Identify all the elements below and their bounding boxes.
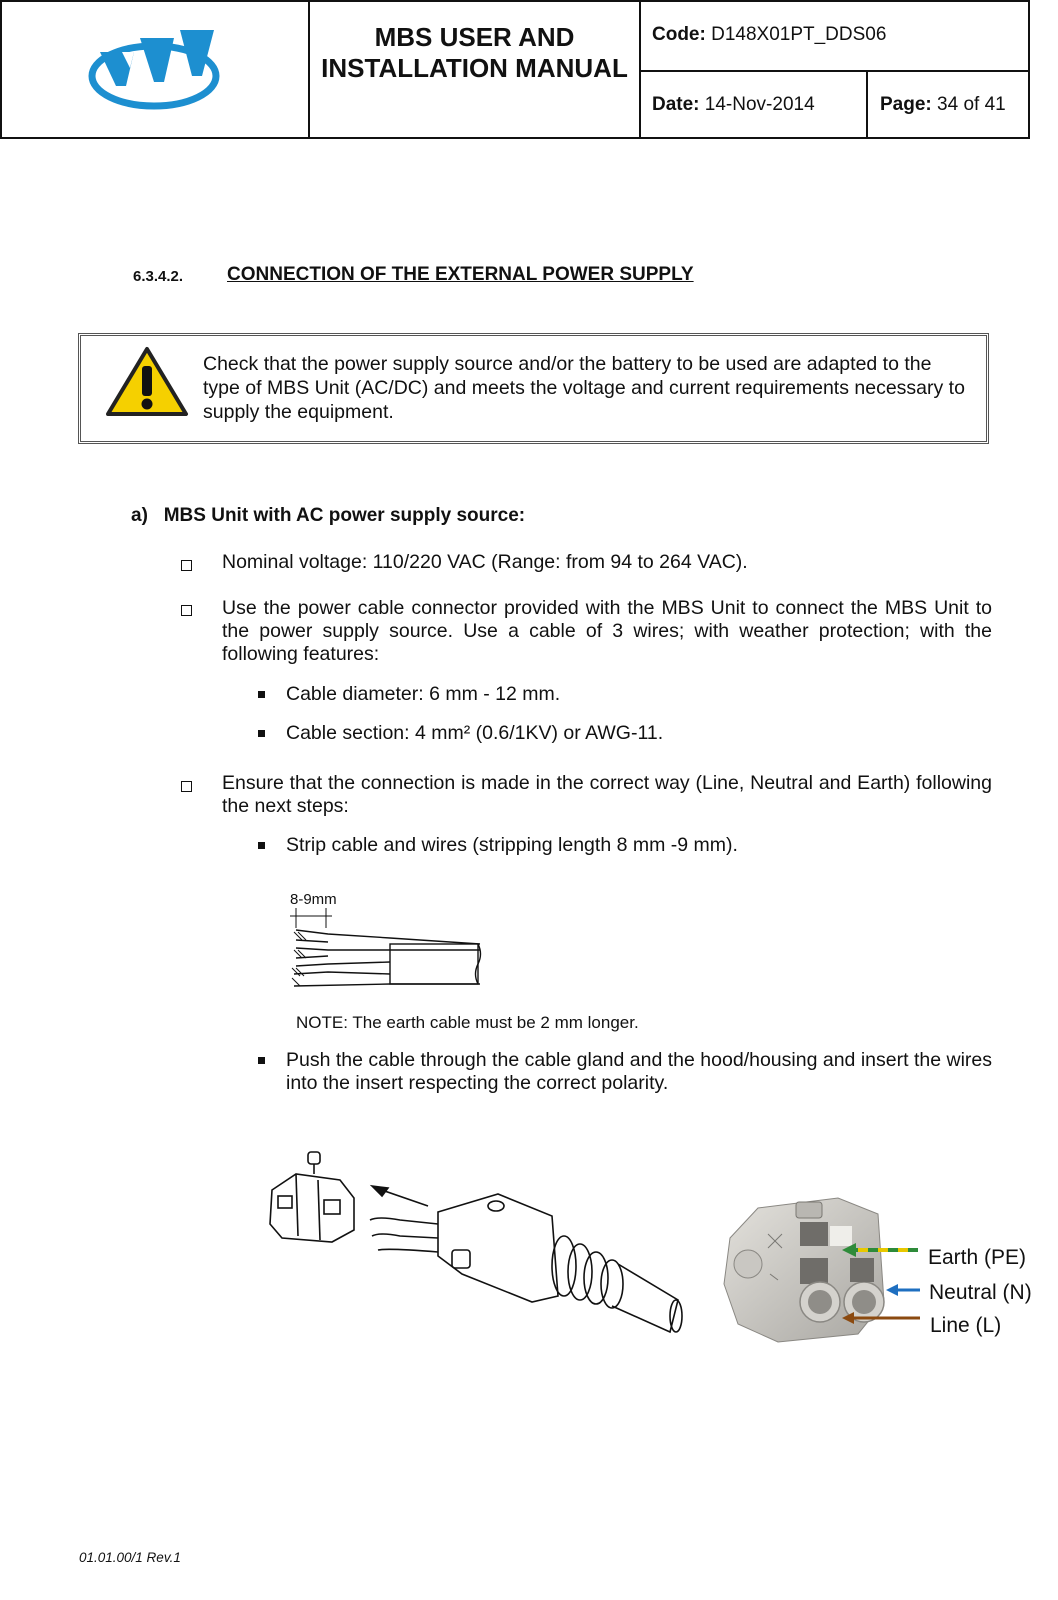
- document-header: [0, 0, 1030, 139]
- list-item-nominal-voltage: Nominal voltage: 110/220 VAC (Range: from 94 to 264 VAC).: [222, 551, 748, 573]
- square-bullet-icon: [258, 842, 265, 849]
- doc-code: Code: D148X01PT_DDS06: [652, 24, 887, 45]
- square-bullet-icon: [258, 1057, 265, 1064]
- list-item-cable-diameter: Cable diameter: 6 mm - 12 mm.: [286, 683, 561, 705]
- manual-title: MBS USER AND INSTALLATION MANUAL: [321, 22, 628, 83]
- label-line: Line (L): [930, 1314, 1002, 1337]
- warning-icon: [105, 346, 189, 418]
- list-item-power-cable: Use the power cable connector provided with the MBS Unit to connect the MBS Unit to the power supply source. Use a cable of 3 wires; with weather protection; with the following features:: [222, 597, 992, 665]
- doc-date: Date: 14-Nov-2014: [652, 94, 815, 115]
- label-neutral: Neutral (N): [929, 1281, 1032, 1304]
- list-item-ensure-connection: Ensure that the connection is made in the correct way (Line, Neutral and Earth) following the next steps:: [222, 772, 992, 817]
- warning-box: [78, 333, 989, 444]
- checkbox-bullet-icon: [181, 781, 192, 792]
- warning-text: Check that the power supply source and/or the battery to be used are adapted to the type of MBS Unit (AC/DC) and meets the voltage and current requirements necessary to supply the equipment.: [203, 353, 965, 423]
- square-bullet-icon: [258, 730, 265, 737]
- checkbox-bullet-icon: [181, 605, 192, 616]
- square-bullet-icon: [258, 691, 265, 698]
- strip-length-label: 8-9mm: [290, 891, 337, 908]
- checkbox-bullet-icon: [181, 560, 192, 571]
- list-item-strip-cable: Strip cable and wires (stripping length 8 mm -9 mm).: [286, 834, 738, 856]
- subsection-heading: a) MBS Unit with AC power supply source:: [131, 505, 526, 526]
- list-item-push-cable: Push the cable through the cable gland and the hood/housing and insert the wires into the insert respecting the correct polarity.: [286, 1049, 992, 1094]
- doc-page: Page: 34 of 41: [880, 94, 1006, 115]
- label-earth: Earth (PE): [928, 1246, 1027, 1269]
- footer-revision: 01.01.00/1 Rev.1: [79, 1550, 181, 1565]
- list-item-cable-section: Cable section: 4 mm² (0.6/1KV) or AWG-11.: [286, 722, 664, 744]
- note-earth-cable: NOTE: The earth cable must be 2 mm longer.: [296, 1013, 639, 1032]
- stripped-cable-illustration: [280, 888, 490, 996]
- connector-assembly-illustration: [262, 1146, 692, 1346]
- company-logo: [82, 24, 232, 114]
- section-title: CONNECTION OF THE EXTERNAL POWER SUPPLY: [227, 264, 694, 285]
- section-number: 6.3.4.2.: [133, 268, 184, 285]
